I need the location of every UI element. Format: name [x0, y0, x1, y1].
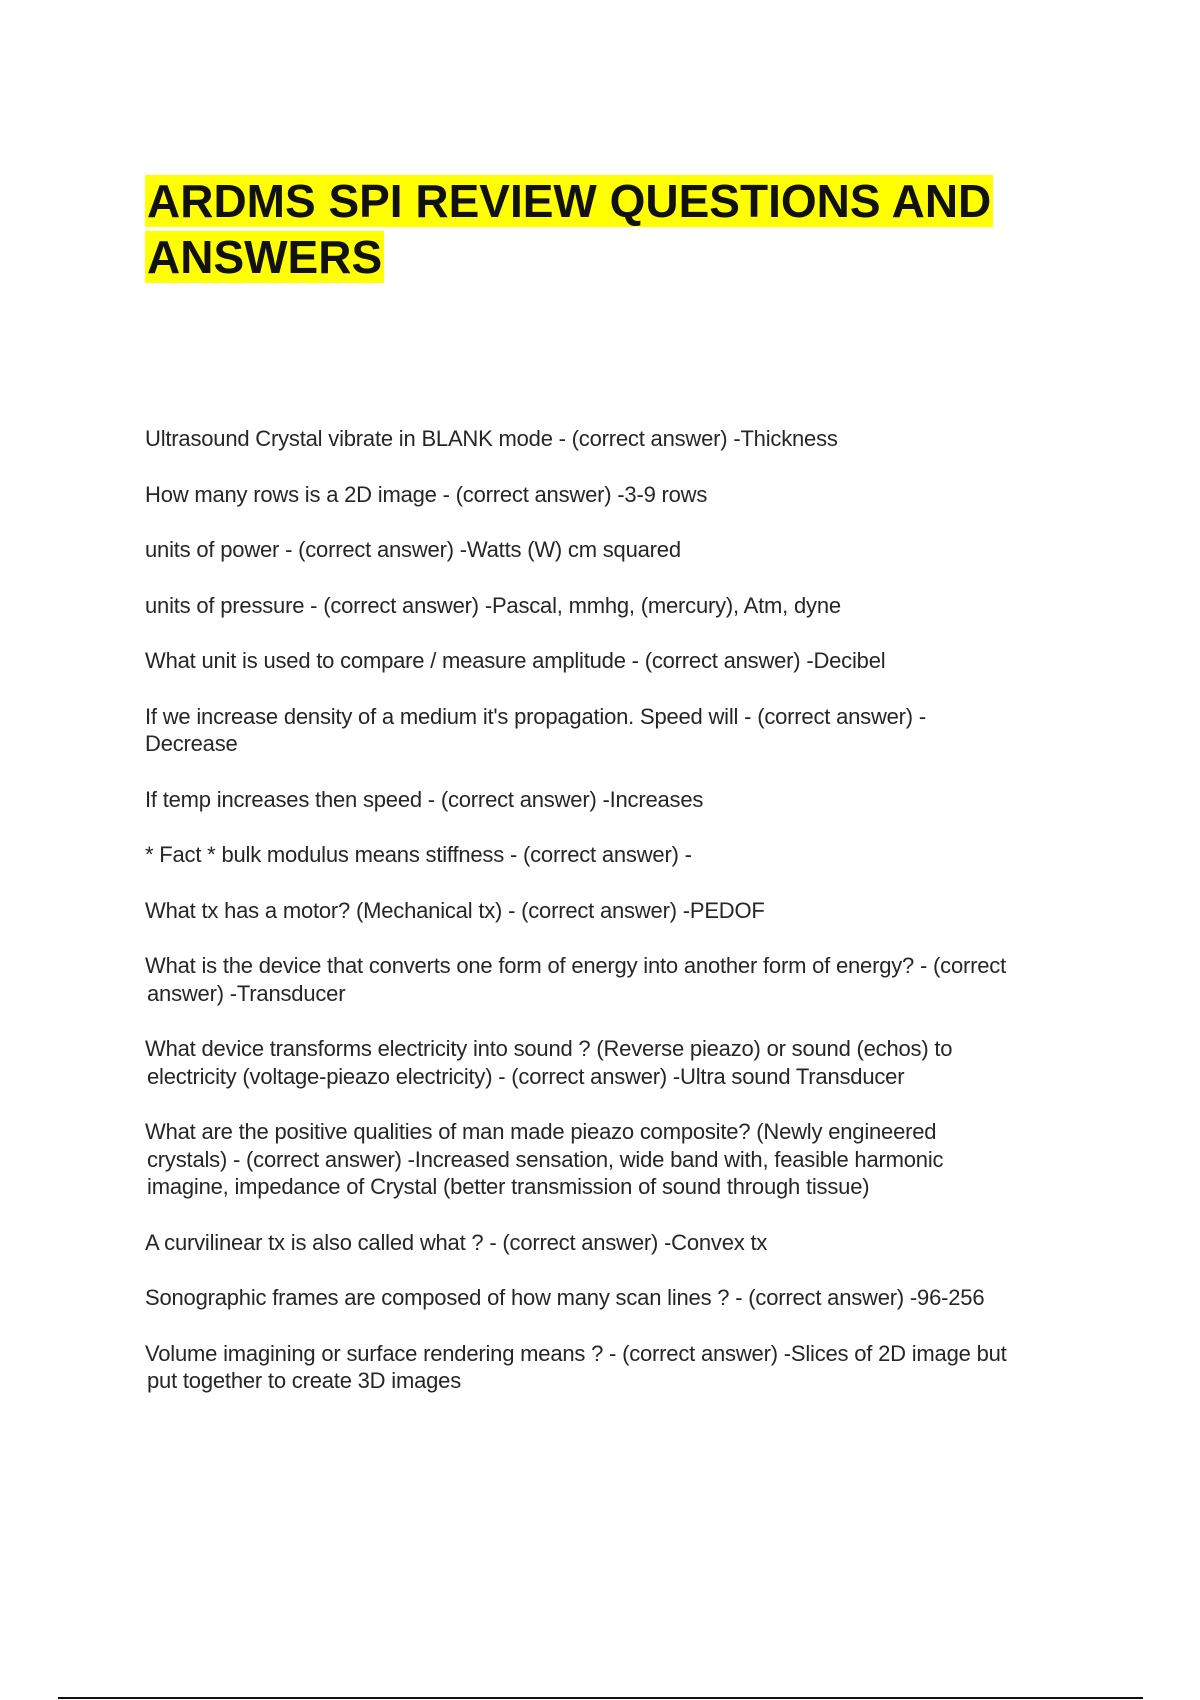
qa-text: If temp increases then speed - (correct answer) -Increases — [145, 786, 704, 812]
title-line-1: ARDMS SPI REVIEW QUESTIONS AND — [147, 175, 992, 227]
qa-text-continuation: answer) -Transducer — [147, 980, 346, 1006]
qa-text: What unit is used to compare / measure amplitude - (correct answer) -Decibel — [145, 648, 886, 673]
qa-text-continuation: electricity (voltage-pieazo electricity) - (correct answer) -Ultra sound Transducer — [147, 1063, 905, 1089]
qa-item — [145, 647, 1090, 675]
qa-item — [145, 952, 1090, 1007]
qa-text-continuation: crystals) - (correct answer) -Increased sensation, wide band with, feasible harmonic — [147, 1146, 944, 1172]
qa-item — [145, 481, 1090, 509]
qa-text: units of pressure - (correct answer) -Pascal, mmhg, (mercury), Atm, dyne — [145, 592, 841, 618]
qa-item — [145, 897, 1090, 925]
qa-text-continuation: put together to create 3D images — [147, 1368, 462, 1393]
qa-item — [145, 592, 1090, 620]
qa-list — [145, 425, 1090, 1423]
qa-text: * Fact * bulk modulus means stiffness - (correct answer) - — [145, 842, 692, 867]
title-line-2: ANSWERS — [147, 231, 383, 283]
qa-item — [145, 1118, 1090, 1201]
qa-text: If we increase density of a medium it's propagation. Speed will - (correct answer) - — [145, 703, 926, 729]
qa-item — [145, 1340, 1090, 1395]
qa-text: Volume imagining or surface rendering means ? - (correct answer) -Slices of 2D image but — [145, 1340, 1007, 1366]
qa-item — [145, 1229, 1090, 1257]
qa-text: What tx has a motor? (Mechanical tx) - (correct answer) -PEDOF — [145, 897, 765, 923]
qa-item — [145, 786, 1090, 814]
qa-text-continuation: Decrease — [145, 731, 238, 756]
page-title — [145, 173, 1045, 285]
qa-text-continuation: imagine, impedance of Crystal (better transmission of sound through tissue) — [147, 1174, 870, 1199]
qa-item — [145, 1284, 1090, 1312]
qa-text: units of power - (correct answer) -Watts (W) cm squared — [145, 537, 681, 562]
qa-text: Sonographic frames are composed of how many scan lines ? - (correct answer) -96-256 — [145, 1285, 985, 1310]
qa-text: What device transforms electricity into sound ? (Reverse pieazo) or sound (echos) to — [145, 1036, 953, 1061]
qa-text: What are the positive qualities of man made pieazo composite? (Newly engineered — [145, 1119, 937, 1144]
qa-item — [145, 536, 1090, 564]
qa-text: How many rows is a 2D image - (correct answer) -3-9 rows — [145, 481, 708, 507]
qa-item — [145, 703, 1090, 758]
title-block — [145, 173, 1045, 285]
footer-divider — [58, 1697, 1143, 1699]
qa-text: Ultrasound Crystal vibrate in BLANK mode - (correct answer) -Thickness — [145, 426, 838, 451]
qa-item — [145, 841, 1090, 869]
qa-item — [145, 425, 1090, 453]
qa-text: What is the device that converts one form of energy into another form of energy? - (correct — [145, 953, 1006, 978]
qa-item — [145, 1035, 1090, 1090]
qa-text: A curvilinear tx is also called what ? - (correct answer) -Convex tx — [145, 1229, 768, 1255]
